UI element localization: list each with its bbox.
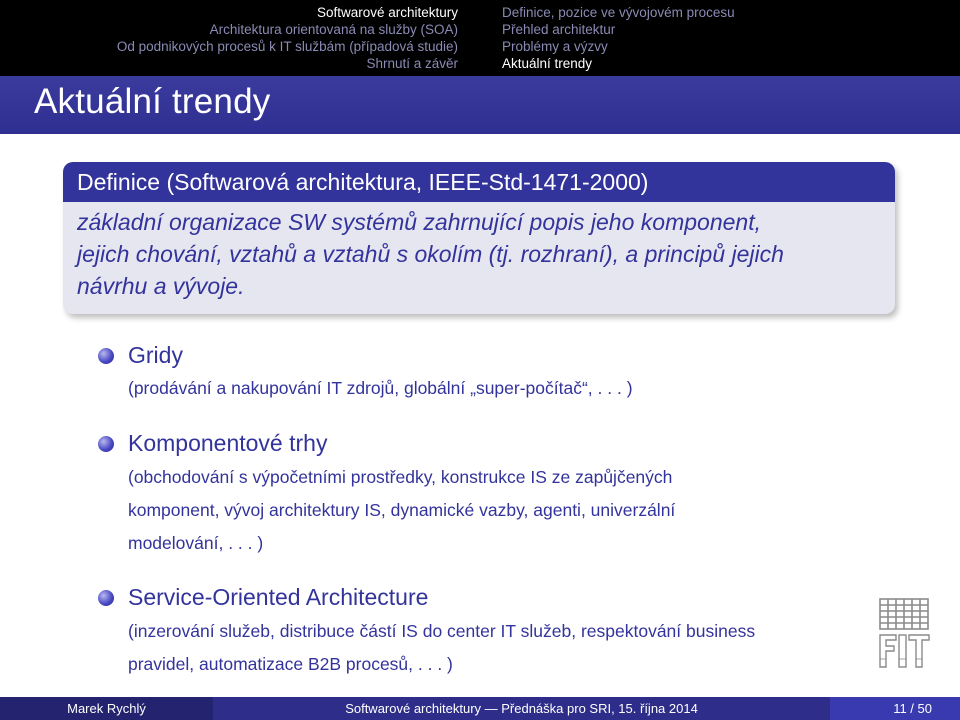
fit-logo-icon xyxy=(876,597,932,678)
section-navigation xyxy=(0,0,470,76)
subsection-navigation xyxy=(470,0,960,76)
frame-title: Aktuální trendy xyxy=(34,82,271,121)
nav-section-soa[interactable]: Architektura orientovaná na služby (SOA) xyxy=(209,22,458,37)
item-title: Service-Oriented Architecture xyxy=(128,584,429,610)
footer-bar xyxy=(0,697,960,720)
definition-line: základní organizace SW systémů zahrnující popis jeho komponent, xyxy=(77,209,761,235)
bullet-ball-icon xyxy=(98,590,114,606)
footer-page-number: 11 / 50 xyxy=(830,697,960,720)
nav-subsection-prehled[interactable]: Přehled architektur xyxy=(502,22,616,37)
definition-line: jejich chování, vztahů a vztahů s okolím (tj. rozhraní), a principů jejich xyxy=(77,241,784,267)
definition-title: Definice (Softwarová architektura, IEEE-Std-1471-2000) xyxy=(63,162,895,202)
nav-section-case-study[interactable]: Od podnikových procesů k IT službám (případová studie) xyxy=(116,39,458,54)
footer-title: Softwarové architektury — Přednáška pro SRI, 15. října 2014 xyxy=(213,697,830,720)
definition-body xyxy=(63,202,895,302)
bullet-ball-icon xyxy=(98,436,114,452)
frame-title-bar xyxy=(0,76,960,134)
item-description: (obchodování s výpočetními prostředky, konstrukce IS ze zapůjčených komponent, vývoj architektury IS, dynamické vazby, agenti, univerzální modelování, . . . ) xyxy=(128,467,676,553)
definition-line: návrhu a vývoje. xyxy=(77,273,245,299)
item-title: Gridy xyxy=(128,342,183,368)
nav-section-summary[interactable]: Shrnutí a závěr xyxy=(366,56,458,71)
bullet-ball-icon xyxy=(98,348,114,364)
nav-subsection-problemy[interactable]: Problémy a výzvy xyxy=(502,39,608,54)
item-description: (prodávání a nakupování IT zdrojů, globální „super-počítač“, . . . ) xyxy=(128,378,633,398)
nav-subsection-aktualni-trendy[interactable]: Aktuální trendy xyxy=(502,56,593,71)
footer-author: Marek Rychlý xyxy=(0,697,213,720)
header-navigation xyxy=(0,0,960,76)
definition-block xyxy=(63,162,895,314)
nav-section-softwarove-architektury[interactable]: Softwarové architektury xyxy=(316,5,458,20)
item-title: Komponentové trhy xyxy=(128,430,328,456)
item-description: (inzerování služeb, distribuce částí IS do center IT služeb, respektování business pravidel, automatizace B2B procesů, . . . ) xyxy=(128,621,756,674)
nav-subsection-definice[interactable]: Definice, pozice ve vývojovém procesu xyxy=(502,5,735,20)
